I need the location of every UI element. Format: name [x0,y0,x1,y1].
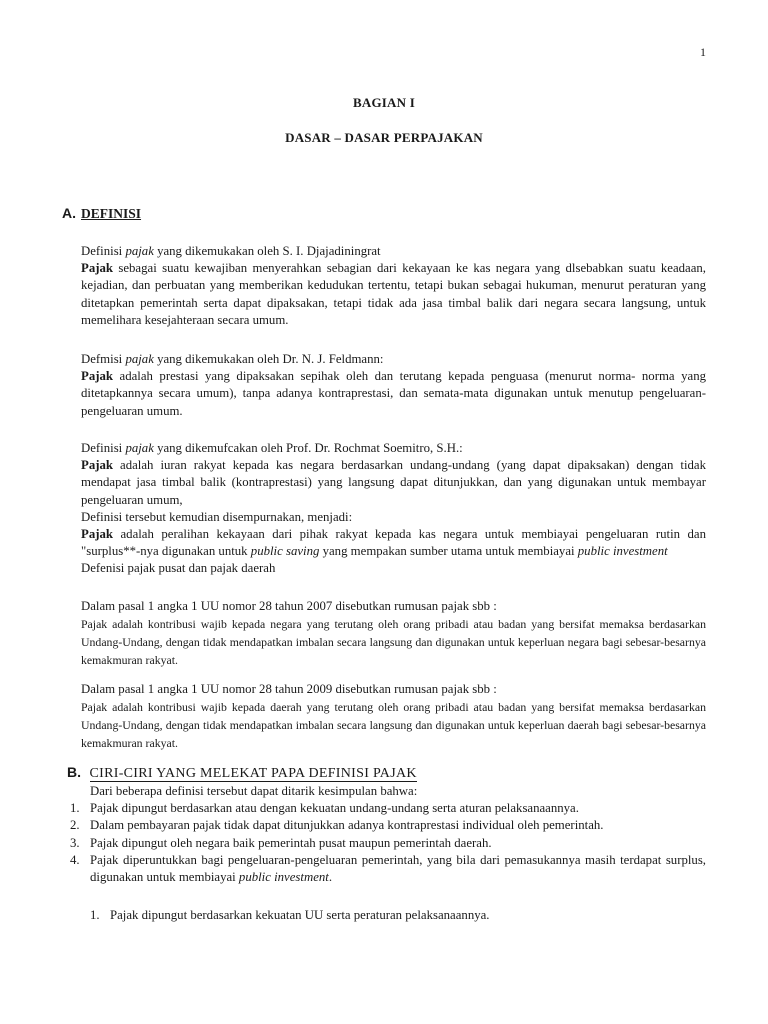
list-item: 2. Dalam pembayaran pajak tidak dapat ditunjukkan adanya kontraprestasi individual oleh pemerintah. [70,818,604,833]
section-b-intro: Dari beberapa definisi tersebut dapat ditarik kesimpulan bahwa: [90,784,418,798]
uu-2009-intro: Dalam pasal 1 angka 1 UU nomor 28 tahun 2009 disebutkan rumusan pajak sbb : [81,682,497,696]
section-b-title: CIRI-CIRI YANG MELEKAT PAPA DEFINISI PAJAK [89,766,417,781]
sub-list-item: 1. Pajak dipungut berdasarkan kekuatan UU serta peraturan pelaksanaannya. [90,908,490,922]
definition-3-text: Pajak adalah iuran rakyat kepada kas negara berdasarkan undang-undang (yang dapat dipaksakan) dengan tidak mendapat jasa timbal balik (kontraprestasi) yang langsung dapat ditunjukkan, dan yang digunakan untuk membayar pengeluaran umum, [81,458,706,507]
definition-1-text: Pajak sebagai suatu kewajiban menyerahkan sebagian dari kekayaan ke kas negara yang dlsebabkan suatu keadaan, kejadian, dan perbuatan yang memberikan kedudukan tertentu, tetapi bukan sebagai hukuman, menurut peraturan yang ditetapkan pemerintah serta dapat dipaksakan, tetapi tidak ada jasa timbal balik dari negara secara langsung, untuk memelihara kesejahteraan secara umum. [81,261,706,327]
definition-3-refined-intro: Definisi tersebut kemudian disempurnakan, menjadi: [81,509,353,524]
list-item: 1. Pajak dipungut berdasarkan atau dengan kekuatan undang-undang serta aturan pelaksanaannya. [70,801,579,816]
definition-1-intro: Definisi pajak yang dikemukakan oleh S. I. Djajadiningrat [81,244,381,258]
section-b-heading [67,764,417,782]
list-item: 4. Pajak diperuntukkan bagi pengeluaran-pengeluaran pemerintah, yang bila dari pemasukannya masih terdapat surplus, digunakan untuk membiayai public investment. [70,852,706,885]
definition-3 [81,440,706,578]
definition-3-intro: Definisi pajak yang dikemufcakan oleh Prof. Dr. Rochmat Soemitro, S.H.: [81,441,463,455]
uu-2009-block [81,681,706,752]
section-a-heading [62,205,141,223]
section-a-title: DEFINISI [81,206,142,221]
section-a-letter: A. [62,205,76,221]
uu-2007-intro: Dalam pasal 1 angka 1 UU nomor 28 tahun 2007 disebutkan rumusan pajak sbb : [81,599,497,613]
uu-2007-block [81,598,706,669]
definition-2-text: Pajak adalah prestasi yang dipaksakan sepihak oleh dan terutang kepada penguasa (menurut norma- norma yang ditetapkannya secara umum), tanpa adanya kontraprestasi, dan semata-mata digunakan untuk menutup pengeluaran-pengeluaran umum. [81,369,706,418]
section-b-letter: B. [67,764,81,780]
sub-list [90,907,706,924]
section-b-list [70,783,706,886]
definition-2 [81,351,706,420]
uu-2009-text: Pajak adalah kontribusi wajib kepada daerah yang terutang oleh orang pribadi atau badan yang bersifat memaksa berdasarkan Undang-Undang, dengan tidak mendapatkan imbalan secara langsung dan digunakan untuk keperluan daerah bagi sebesar-besarnya kemakmuran rakyat. [81,700,706,751]
chapter-title: DASAR – DASAR PERPAJAKAN [285,130,483,145]
definition-2-intro: Defmisi pajak yang dikemukakan oleh Dr. N. J. Feldmann: [81,352,384,366]
definition-4-intro: Defenisi pajak pusat dan pajak daerah [81,561,276,576]
definition-3-refined-text: Pajak adalah peralihan kekayaan dari pihak rakyat kepada kas negara untuk membiayai pengeluaran rutin dan "surplus**-nya digunakan untuk public saving yang mempakan sumber utama untuk membiayai public investment [81,527,706,559]
uu-2007-text: Pajak adalah kontribusi wajib kepada negara yang terutang oleh orang pribadi atau badan yang bersifat memaksa berdasarkan Undang-Undang, dengan tidak mendapatkan imbalan secara langsung dan digunakan untuk keperluan negara bagi sebesar-besarnya kemakmuran rakyat. [81,617,706,668]
part-heading: BAGIAN I [353,95,415,110]
page-number: 1 [700,45,706,59]
list-item: 3. Pajak dipungut oleh negara baik pemerintah pusat maupun pemerintah daerah. [70,835,492,850]
definition-1 [81,243,706,329]
